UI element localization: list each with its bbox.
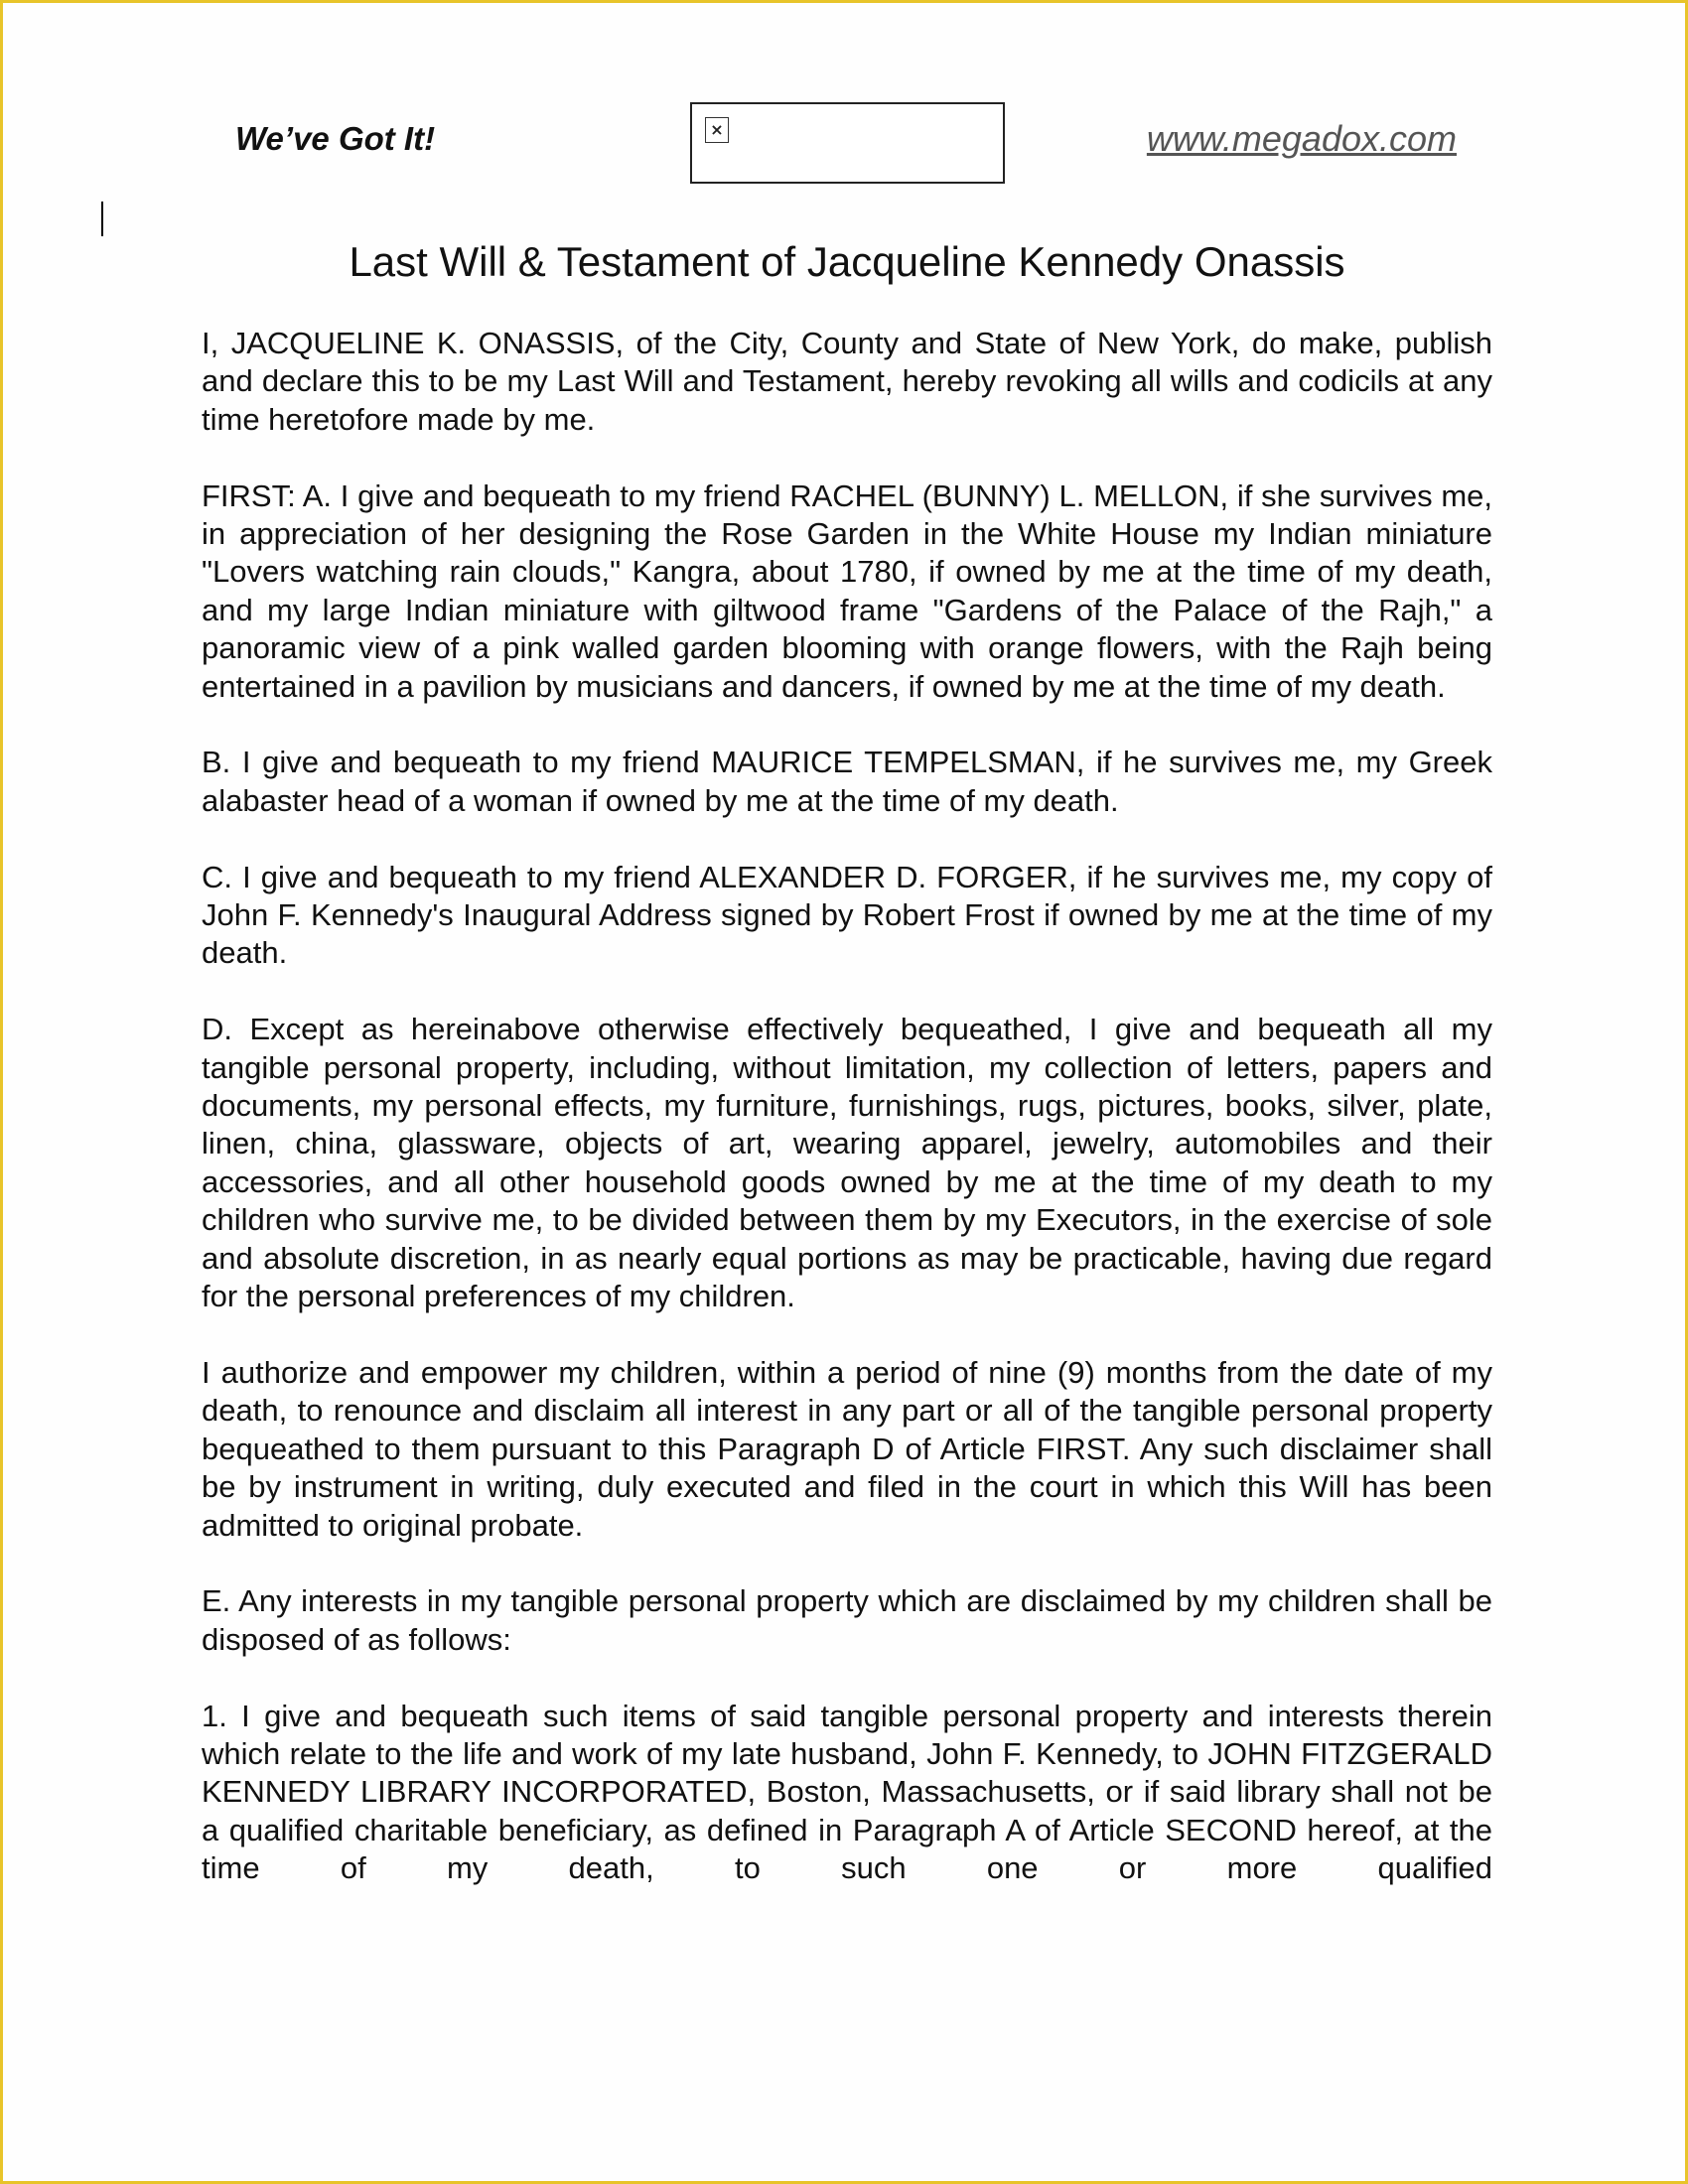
- document-title: Last Will & Testament of Jacqueline Kennedy Onassis: [349, 238, 1345, 285]
- text-cursor: [101, 202, 103, 236]
- broken-image-icon: ×: [705, 117, 729, 143]
- header-tagline: We’ve Got It!: [235, 120, 436, 157]
- header-image-placeholder: [690, 102, 1005, 184]
- paragraph-e-1: 1. I give and bequeath such items of said tangible personal property and interests therein which relate to the life and work of my late husband, John F. Kennedy, to JOHN FITZGERALD KENNEDY LIBRARY INCORPORATED, Boston, Massachusetts, or if said library shall not be a qualified charitable beneficiary, as defined in Paragraph A of Article SECOND hereof, at the time of my death, to such one or more qualified: [202, 1698, 1492, 1886]
- paragraph-b: B. I give and bequeath to my friend MAURICE TEMPELSMAN, if he survives me, my Greek alabaster head of a woman if owned by me at the time of my death.: [202, 745, 1492, 818]
- paragraph-e: E. Any interests in my tangible personal property which are disclaimed by my children shall be disposed of as follows:: [202, 1583, 1492, 1657]
- paragraph-first-a: FIRST: A. I give and bequeath to my friend RACHEL (BUNNY) L. MELLON, if she survives me, in appreciation of her designing the Rose Garden in the White House my Indian miniature "Lovers watching rain clouds," Kangra, about 1780, if owned by me at the time of my death, and my large Indian miniature with giltwood frame "Gardens of the Palace of the Rajh," a panoramic view of a pink walled garden blooming with orange flowers, with the Rajh being entertained in a pavilion by musicians and dancers, if owned by me at the time of my death.: [202, 478, 1492, 704]
- paragraph-c: C. I give and bequeath to my friend ALEXANDER D. FORGER, if he survives me, my copy of John F. Kennedy's Inaugural Address signed by Robert Frost if owned by me at the time of my death.: [202, 859, 1492, 971]
- paragraph-d: D. Except as hereinabove otherwise effectively bequeathed, I give and bequeath all my tangible personal property, including, without limitation, my collection of letters, papers and documents, my personal effects, my furniture, furnishings, rugs, pictures, books, silver, plate, linen, china, glassware, objects of art, wearing apparel, jewelry, automobiles and their accessories, and all other household goods owned by me at the time of my death to my children who survive me, to be divided between them by my Executors, in the exercise of sole and absolute discretion, in as nearly equal portions as may be practicable, having due regard for the personal preferences of my children.: [202, 1012, 1492, 1314]
- paragraph-disclaimer: I authorize and empower my children, within a period of nine (9) months from the date of my death, to renounce and disclaim all interest in any part or all of the tangible personal property bequeathed to them pursuant to this Paragraph D of Article FIRST. Any such disclaimer shall be by instrument in writing, duly executed and filed in the court in which this Will has been admitted to original probate.: [202, 1354, 1492, 1543]
- document-body: [202, 325, 1492, 1888]
- paragraph-preamble: I, JACQUELINE K. ONASSIS, of the City, County and State of New York, do make, publish and declare this to be my Last Will and Testament, hereby revoking all wills and codicils at any time heretofore made by me.: [202, 326, 1492, 437]
- website-link[interactable]: www.megadox.com: [1146, 118, 1457, 159]
